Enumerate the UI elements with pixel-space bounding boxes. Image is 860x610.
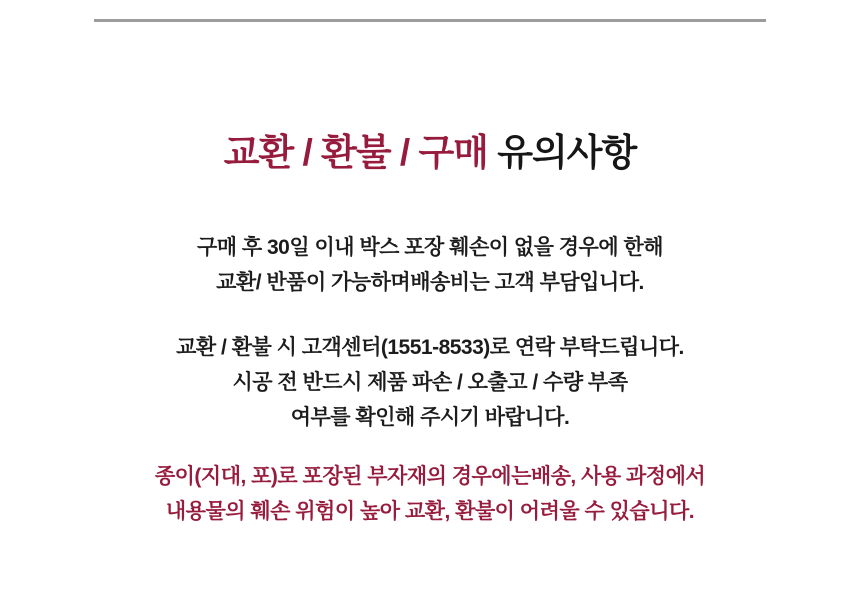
top-divider	[94, 19, 766, 22]
title-rest: 유의사항	[487, 132, 637, 173]
text-line: 시공 전 반드시 제품 파손 / 오출고 / 수량 부족	[232, 371, 628, 394]
paragraph-purchase-policy	[0, 230, 860, 300]
text-line: 종이(지대, 포)로 포장된 부자재의 경우에는배송, 사용 과정에서	[154, 465, 706, 488]
paragraph-paper-package-warning	[0, 459, 860, 529]
text-line: 교환 / 환불 시 고객센터(1551-8533)로 연락 부탁드립니다.	[176, 336, 684, 359]
text-line: 여부를 확인해 주시기 바랍니다.	[290, 406, 570, 429]
page-title	[0, 130, 860, 176]
text-line: 교환/ 반품이 가능하며배송비는 고객 부담입니다.	[216, 271, 644, 294]
title-highlight: 교환 / 환불 / 구매	[223, 132, 488, 173]
text-line: 구매 후 30일 이내 박스 포장 훼손이 없을 경우에 한해	[196, 236, 664, 259]
text-line: 내용물의 훼손 위험이 높아 교환, 환불이 어려울 수 있습니다.	[165, 500, 695, 523]
paragraph-contact-info	[0, 330, 860, 435]
